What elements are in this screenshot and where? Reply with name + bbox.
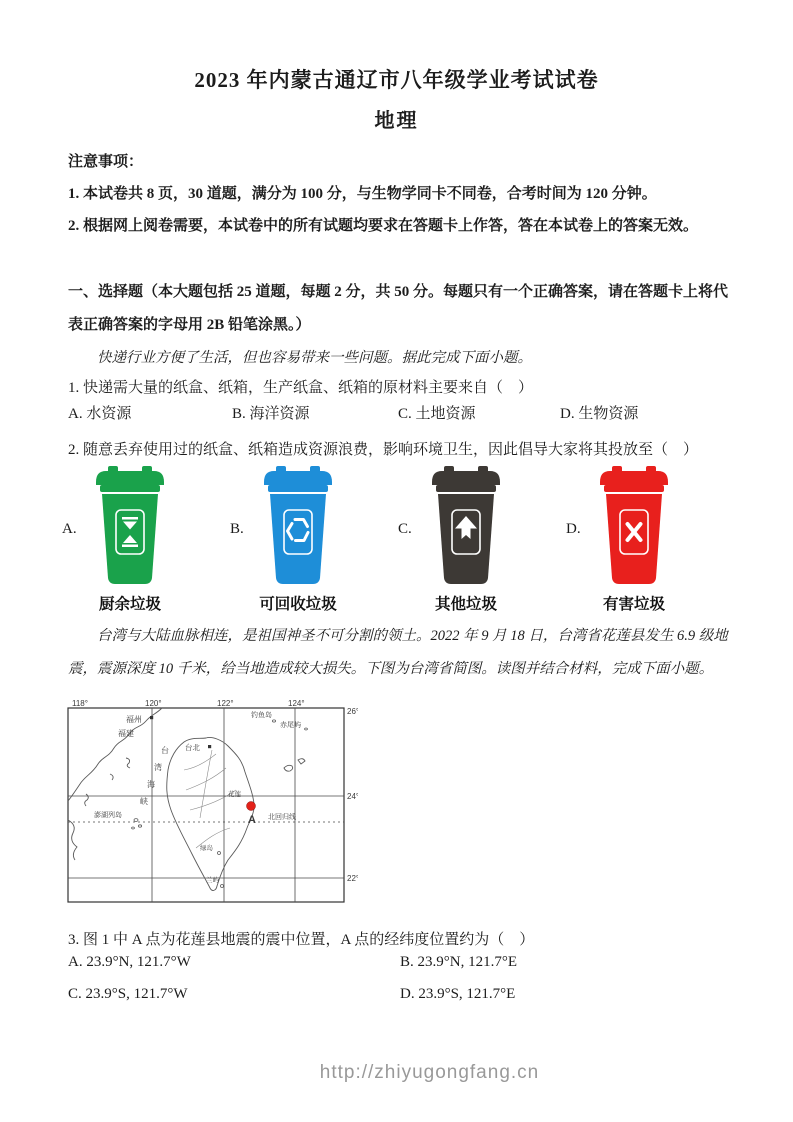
bin-label-hazardous: 有害垃圾 (602, 596, 665, 613)
lvdao-islet (218, 852, 221, 855)
question-1-stem: 1. 快递需大量的纸盒、纸箱，生产纸盒、纸箱的原材料主要来自（ ） (68, 380, 534, 396)
bin-label-other: 其他垃圾 (434, 596, 497, 613)
bin-option-a (62, 458, 230, 614)
q1-option-d: D. 生物资源 (560, 406, 639, 422)
question-3-options-row-2 (68, 986, 748, 1003)
trash-bins-figure (62, 458, 734, 614)
subject-title: 地理 (374, 110, 419, 132)
bin-option-d (566, 458, 734, 614)
q2-option-c-letter: C. (398, 520, 412, 537)
svg-text:台: 台 (161, 746, 169, 755)
question-2-stem: 2. 随意丢弃使用过的纸盒、纸箱造成资源浪费，影响环境卫生，因此倡导大家将其投放至（ ） (68, 442, 699, 458)
q3-option-c: C. 23.9°S, 121.7°W (68, 986, 188, 1002)
lanyu-islet (221, 885, 224, 888)
fuzhou-city-marker (150, 716, 153, 719)
kitchen-waste-bin-image (88, 458, 172, 590)
watermark-url: http://zhiyugongfang.cn (319, 1062, 540, 1083)
lvdao-label: 绿岛 (200, 845, 213, 852)
passage-taiwan: 台湾与大陆血脉相连，是祖国神圣不可分割的领土。2022 年 9 月 18 日，台湾省花莲县发生 6.9 级地震，震源深度 10 千米，给当地造成较大损失。下图为台湾省简图。读图并结合材料，完成下面小题。 (68, 628, 728, 677)
taipei-city-marker (208, 745, 211, 748)
taipei-label: 台北 (185, 743, 200, 752)
chiwei-islet (305, 728, 308, 730)
paper-title: 2023 年内蒙古通辽市八年级学业考试试卷 (194, 68, 599, 92)
lat-tick-26: 26° (347, 707, 358, 716)
lon-tick-124: 124° (288, 699, 305, 708)
taiwan-map-figure (66, 698, 358, 910)
bin-option-c (398, 458, 566, 614)
lanyu-label: 兰屿 (206, 877, 219, 884)
svg-text:峡: 峡 (140, 797, 148, 806)
penghu-islets (132, 819, 142, 829)
question-1-options (68, 402, 748, 423)
hualien-label: 花莲 (228, 791, 241, 798)
bin-label-kitchen: 厨余垃圾 (98, 596, 161, 613)
taiwan-island-outline (167, 737, 254, 890)
epicenter-label: A (248, 814, 256, 826)
svg-text:海: 海 (147, 780, 155, 789)
taiwan-strait-label (140, 745, 169, 806)
notice-item-2: 2. 根据网上阅卷需要，本试卷中的所有试题均要求在答题卡上作答，答在本试卷上的答案无效。 (68, 218, 699, 234)
svg-text:湾: 湾 (154, 763, 162, 772)
lon-tick-122: 122° (217, 699, 234, 708)
q1-option-a: A. 水资源 (68, 406, 132, 422)
q2-option-a-letter: A. (62, 520, 77, 537)
q3-option-b: B. 23.9°N, 121.7°E (400, 954, 518, 970)
diaoyu-islet (272, 720, 275, 722)
hazardous-waste-bin-image (592, 458, 676, 590)
q1-option-c: C. 土地资源 (398, 406, 476, 422)
epicenter-dot (247, 802, 256, 811)
lon-tick-120: 120° (145, 699, 162, 708)
q1-option-b: B. 海洋资源 (232, 406, 310, 422)
q2-option-b-letter: B. (230, 520, 244, 537)
q2-option-d-letter: D. (566, 520, 581, 537)
penghu-label: 澎湖列岛 (94, 812, 122, 819)
taiwan-map-svg (66, 698, 358, 910)
chiwei-label: 赤尾屿 (280, 722, 301, 729)
recyclable-waste-bin-image (256, 458, 340, 590)
lat-tick-24: 24° (347, 792, 358, 801)
other-waste-bin-image (424, 458, 508, 590)
lat-tick-22: 22° (347, 874, 358, 883)
q3-option-a: A. 23.9°N, 121.7°W (68, 954, 191, 970)
lon-tick-118: 118° (72, 699, 88, 708)
passage-express-delivery: 快递行业方便了生活，但也容易带来一些问题。据此完成下面小题。 (97, 350, 532, 366)
tropic-label: 北回归线 (268, 814, 296, 821)
fujian-label: 福建 (118, 729, 134, 738)
q3-option-d: D. 23.9°S, 121.7°E (400, 986, 516, 1002)
question-3-options-row-1 (68, 954, 748, 971)
notice-item-1: 1. 本试卷共 8 页，30 道题，满分为 100 分，与生物学同卡不同卷，合考时间为 120 分钟。 (68, 186, 657, 202)
question-3-stem: 3. 图 1 中 A 点为花莲县地震的震中位置，A 点的经纬度位置约为（ ） (68, 932, 535, 948)
diaoyu-label: 钓鱼岛 (251, 712, 272, 719)
fuzhou-label: 福州 (126, 715, 142, 724)
section-heading: 一、选择题（本大题包括 25 道题，每题 2 分，共 50 分。每题只有一个正确答案，请在答题卡上将代表正确答案的字母用 2B 铅笔涂黑。） (68, 284, 729, 333)
bin-label-recyclable: 可回收垃圾 (259, 596, 337, 613)
notice-heading: 注意事项： (68, 154, 144, 170)
bin-option-b (230, 458, 398, 614)
